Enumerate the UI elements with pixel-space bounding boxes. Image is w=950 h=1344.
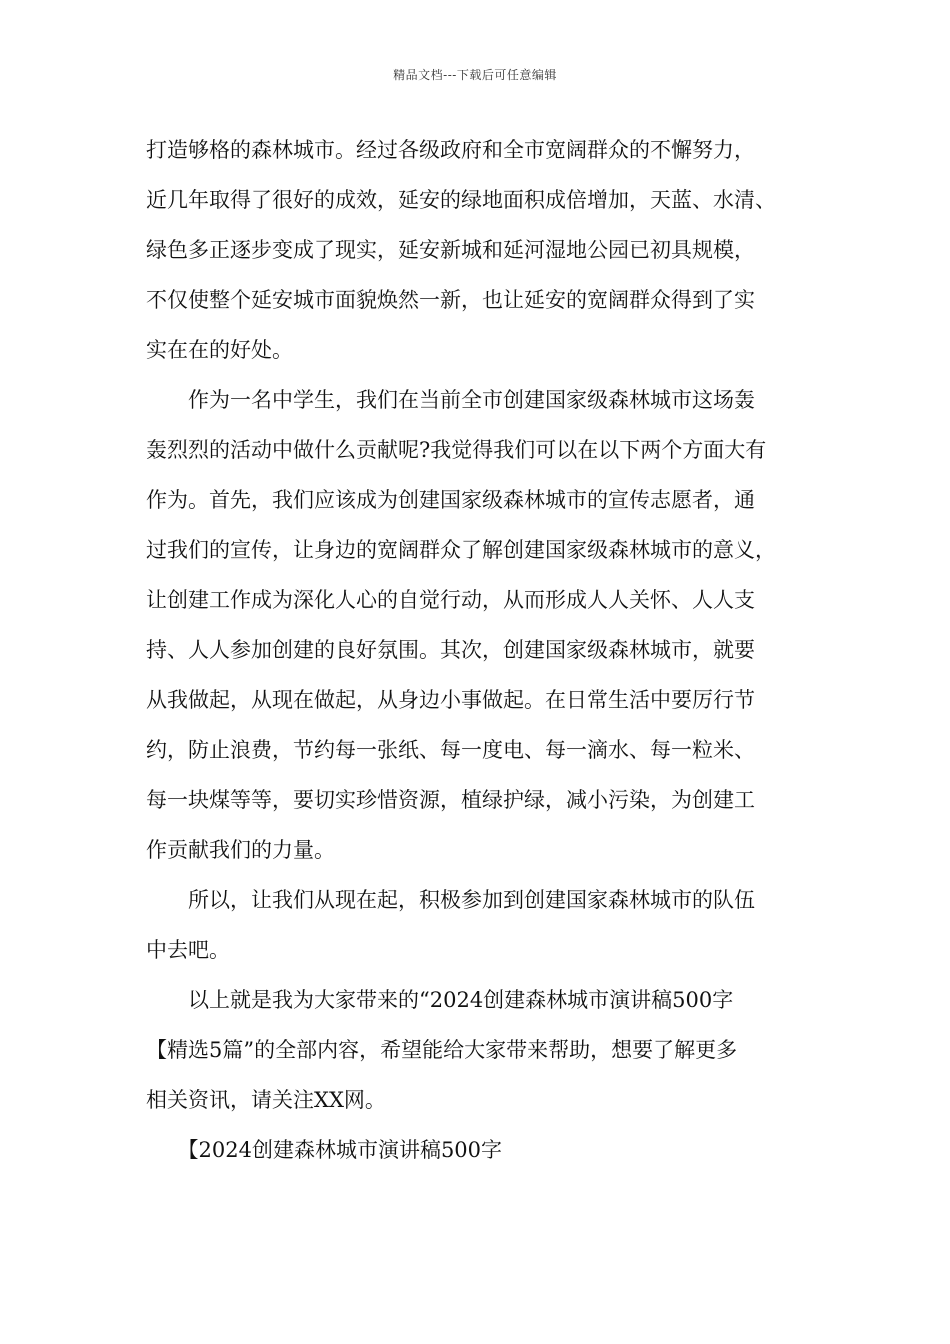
text-line: 持、人人参加创建的良好氛围。其次，创建国家级森林城市，就要 [146,638,755,662]
text-line: 绿色多正逐步变成了现实，延安新城和延河湿地公园已初具规模， [146,238,755,262]
text-line: 从我做起，从现在做起，从身边小事做起。在日常生活中要厉行节 [146,688,755,712]
text-line: 实在在的好处。 [146,338,293,362]
text-line: 不仅使整个延安城市面貌焕然一新，也让延安的宽阔群众得到了实 [146,288,755,312]
text-line: 作为。首先，我们应该成为创建国家级森林城市的宣传志愿者，通 [146,488,755,512]
text-line: 以上就是我为大家带来的“2024创建森林城市演讲稿500字 [146,988,734,1012]
text-line: 约，防止浪费，节约每一张纸、每一度电、每一滴水、每一粒米、 [146,738,755,762]
text-line: 打造够格的森林城市。经过各级政府和全市宽阔群众的不懈努力， [146,138,755,162]
text-line: 作为一名中学生，我们在当前全市创建国家级森林城市这场轰 [146,388,755,412]
text-line: 过我们的宣传，让身边的宽阔群众了解创建国家级森林城市的意义， [146,538,776,562]
text-line: 【精选5篇”的全部内容，希望能给大家带来帮助，想要了解更多 [146,1038,738,1062]
text-line: 作贡献我们的力量。 [146,838,335,862]
text-line: 近几年取得了很好的成效，延安的绿地面积成倍增加，天蓝、水清、 [146,188,776,212]
text-line: 相关资讯，请关注XX网。 [146,1088,386,1112]
text-line: 让创建工作成为深化人心的自觉行动，从而形成人人关怀、人人支 [146,588,755,612]
text-line: 【2024创建森林城市演讲稿500字 [146,1138,503,1162]
text-line: 所以，让我们从现在起，积极参加到创建国家森林城市的队伍 [146,888,755,912]
page-header: 精品文档---下载后可任意编辑 [393,68,557,82]
text-line: 轰烈烈的活动中做什么贡献呢?我觉得我们可以在以下两个方面大有 [146,438,767,462]
text-line: 中去吧。 [146,938,230,962]
text-line: 每一块煤等等，要切实珍惜资源，植绿护绿，减小污染，为创建工 [146,788,755,812]
